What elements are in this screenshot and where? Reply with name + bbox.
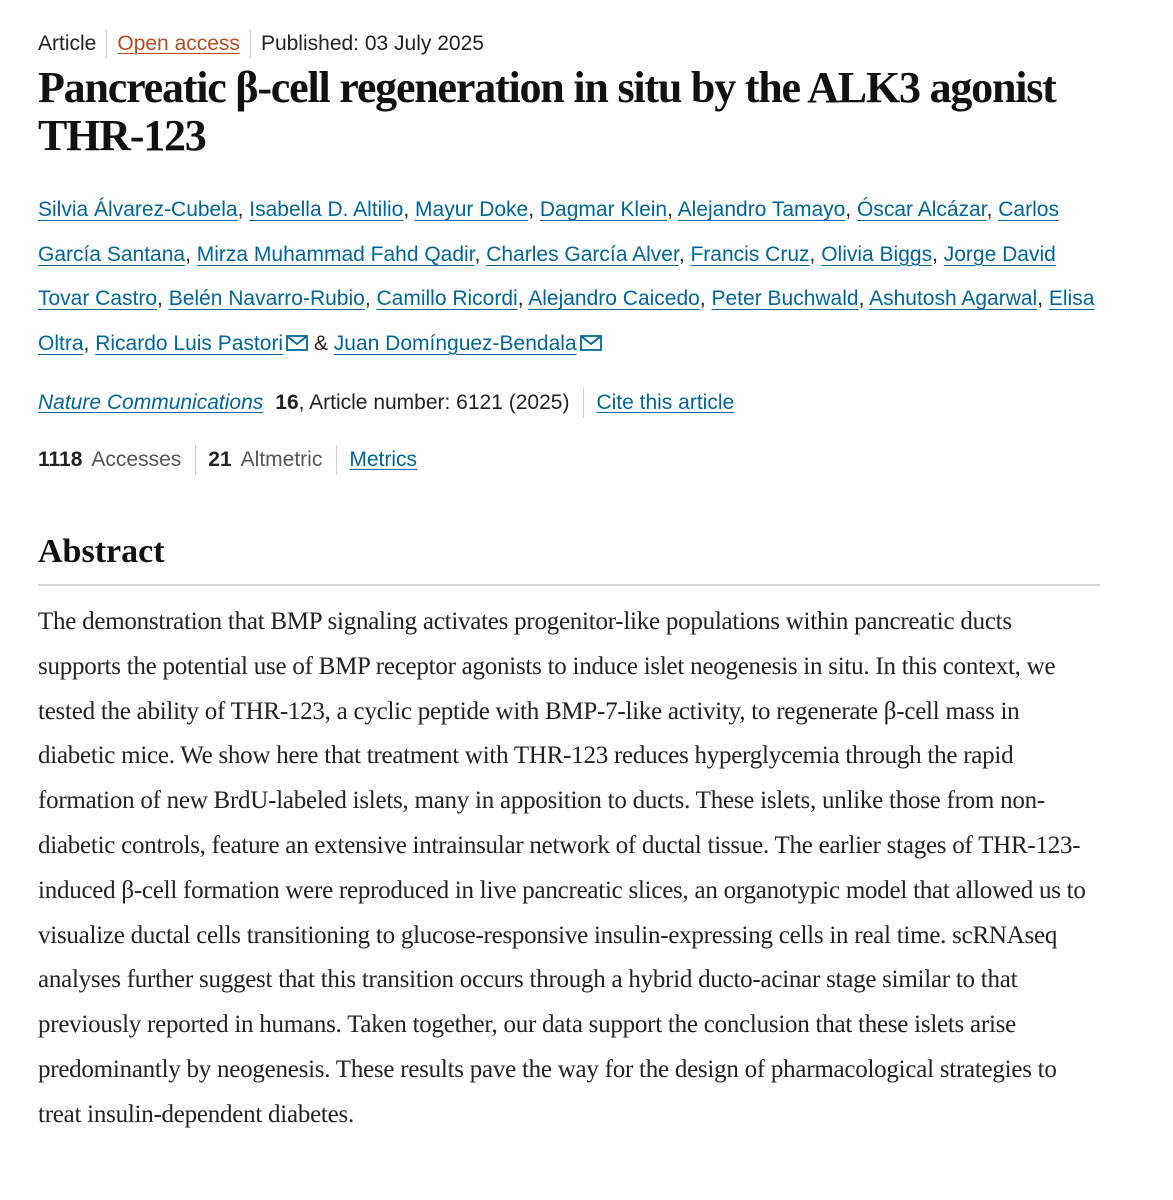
author-link[interactable]: Ashutosh Agarwal	[869, 287, 1038, 310]
author-link-corresponding[interactable]: Juan Domínguez-Bendala	[333, 331, 577, 355]
author-separator: ,	[403, 198, 416, 221]
author-link[interactable]: Mirza Muhammad Fahd Qadir	[196, 242, 475, 266]
author-link[interactable]: Óscar Alcázar	[857, 198, 987, 221]
author-separator: ,	[83, 331, 96, 355]
author-link[interactable]: Silvia Álvarez-Cubela	[38, 198, 238, 221]
author-separator: ,	[667, 198, 678, 221]
abstract-text: The demonstration that BMP signaling activates progenitor-like populations within pancreatic ducts supports the potential use of BMP receptor agonists to induce islet neogenesis in situ. In this context, we tested the ability of THR-123, a cyclic peptide with BMP-7-like activity, to regenerate β-cell mass in diabetic mice. We show here that treatment with THR-123 reduces hyperglycemia through the rapid formation of new BrdU-labeled islets, many in apposition to ducts. These islets, unlike those from non-diabetic controls, feature an extensive intrainsular network of ductal tissue. The earlier stages of THR-123-induced β-cell formation were reproduced in live pancreatic slices, an organotypic model that allowed us to visualize ductal cells transitioning to glucose-responsive insulin-expressing cells in real time. scRNAseq analyses further suggest that this transition occurs through a hybrid ducto-acinar stage similar to that previously reported in humans. Taken together, our data support the conclusion that these islets arise predominantly by neogenesis. These results pave the way for the design of pharmacological strategies to treat insulin-dependent diabetes.	[38, 608, 1086, 1128]
metrics-link[interactable]: Metrics	[349, 448, 417, 471]
abstract-heading: Abstract	[38, 532, 1100, 586]
article-page	[38, 24, 1100, 1138]
metrics-divider	[336, 445, 337, 475]
accesses-label: Accesses	[91, 448, 182, 471]
author-link[interactable]: Belén Navarro-Rubio	[168, 287, 365, 310]
accesses-count: 1118	[38, 448, 83, 471]
author-link[interactable]: Alejandro Caicedo	[528, 287, 700, 310]
author-link[interactable]: Olivia Biggs	[821, 242, 933, 266]
author-separator: ,	[1037, 287, 1049, 310]
author-list	[38, 188, 1100, 366]
envelope-icon[interactable]	[580, 335, 602, 351]
author-link[interactable]: Elisa Oltra	[38, 287, 1095, 355]
meta-divider	[250, 30, 251, 58]
author-separator: ,	[986, 198, 999, 221]
published-date: Published: 03 July 2025	[260, 32, 484, 55]
open-access-link[interactable]: Open access	[117, 32, 240, 55]
author-link[interactable]: Dagmar Klein	[539, 198, 668, 221]
metrics-row	[38, 440, 1100, 480]
author-link[interactable]: Jorge David Tovar Castro	[38, 242, 1056, 310]
cite-article-link[interactable]: Cite this article	[596, 391, 735, 414]
author-separator: ,	[932, 242, 944, 266]
metrics-divider	[195, 445, 196, 475]
journal-volume: 16	[275, 391, 299, 414]
author-separator: ,	[528, 198, 540, 221]
article-meta-row	[38, 24, 1100, 64]
author-link[interactable]: Mayur Doke	[415, 198, 529, 221]
author-separator: ,	[809, 242, 822, 266]
author-separator: ,	[185, 242, 197, 266]
citation-divider	[583, 388, 584, 418]
meta-divider	[106, 30, 107, 58]
author-separator: ,	[517, 287, 529, 310]
author-link[interactable]: Carlos García Santana	[38, 198, 1059, 266]
author-separator: ,	[474, 242, 487, 266]
author-link[interactable]: Camillo Ricordi	[376, 287, 518, 310]
author-link[interactable]: Alejandro Tamayo	[677, 198, 846, 221]
envelope-icon[interactable]	[286, 335, 308, 351]
author-link[interactable]: Francis Cruz	[690, 242, 810, 266]
article-title: Pancreatic β-cell regeneration in situ by the ALK3 agonist THR-123	[38, 63, 1056, 160]
altmetric-label: Altmetric	[240, 448, 323, 471]
author-link[interactable]: Charles García Alver	[486, 242, 679, 266]
author-separator: ,	[858, 287, 870, 310]
author-separator: ,	[364, 287, 377, 310]
author-separator: ,	[678, 242, 691, 266]
author-and: &	[308, 331, 334, 355]
author-separator: ,	[237, 198, 250, 221]
journal-name-link[interactable]: Nature Communications	[38, 391, 264, 414]
article-type: Article	[38, 32, 97, 55]
altmetric-count: 21	[208, 448, 232, 471]
author-link-corresponding[interactable]: Ricardo Luis Pastori	[95, 331, 284, 355]
author-separator: ,	[699, 287, 712, 310]
author-link[interactable]: Isabella D. Altilio	[249, 198, 404, 221]
author-separator: ,	[157, 287, 169, 310]
author-separator: ,	[845, 198, 858, 221]
author-link[interactable]: Peter Buchwald	[711, 287, 859, 310]
journal-citation-row	[38, 383, 1100, 423]
article-number: , Article number: 6121 (2025)	[298, 391, 570, 414]
